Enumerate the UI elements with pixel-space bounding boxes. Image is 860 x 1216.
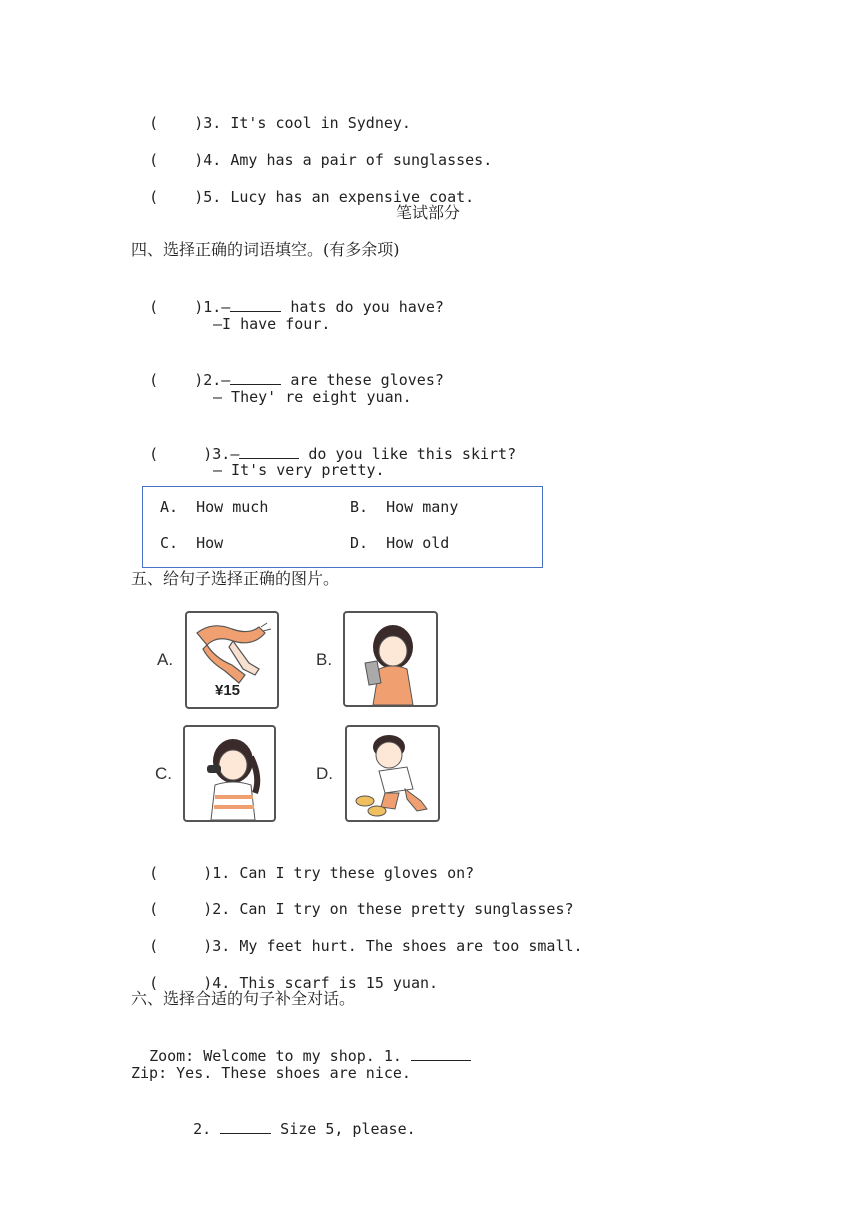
option-c: C. How: [160, 534, 224, 552]
dialogue-line-1: [131, 1026, 471, 1066]
girl-gloves-icon: [345, 613, 436, 705]
dialogue-line-2: Zip: Yes. These shoes are nice.: [131, 1064, 411, 1082]
section4-q3-answer: — It's very pretty.: [213, 461, 385, 479]
boy-shoes-icon: [347, 727, 438, 820]
picture-a-scarf: [185, 611, 279, 709]
question-text: are these gloves?: [281, 371, 444, 389]
question-text: 5. Lucy has an expensive coat.: [203, 188, 475, 206]
listening-q4: [131, 130, 492, 170]
section5-q3: [131, 916, 583, 956]
answer-paren: ( ): [149, 937, 213, 955]
section6-title: 六、选择合适的句子补全对话。: [131, 989, 356, 1008]
picture-b-gloves: [343, 611, 438, 707]
answer-paren: ( ): [149, 445, 213, 463]
dialogue-text: Zoom: Welcome to my shop. 1.: [149, 1047, 411, 1065]
question-text: 3. My feet hurt. The shoes are too small.: [212, 937, 583, 955]
answer-paren: ( ): [149, 974, 213, 992]
question-number: 3.—: [212, 445, 240, 463]
fill-blank[interactable]: [230, 370, 281, 385]
dialogue-line-3: [175, 1099, 416, 1139]
section4-q2: [131, 350, 444, 390]
section4-title: 四、选择正确的词语填空。(有多余项): [131, 240, 400, 259]
picture-c-label: C.: [155, 764, 172, 783]
written-section-title: 笔试部分: [396, 203, 461, 222]
dialogue-number: 2.: [193, 1120, 221, 1138]
section4-q2-answer: — They' re eight yuan.: [213, 388, 412, 406]
listening-q3: [131, 93, 411, 133]
fill-blank[interactable]: [239, 444, 299, 459]
fill-blank[interactable]: [230, 297, 281, 312]
option-a: A. How much: [160, 498, 269, 516]
picture-a-label: A.: [157, 650, 174, 669]
fill-blank[interactable]: [411, 1046, 471, 1061]
answer-paren: ( ): [149, 900, 213, 918]
picture-d-label: D.: [316, 764, 333, 783]
answer-paren: ( ): [149, 371, 204, 389]
section4-q1-answer: —I have four.: [213, 315, 331, 333]
picture-c-sunglasses: [183, 725, 276, 822]
section5-q1: [131, 843, 474, 883]
section4-q1: [131, 277, 444, 317]
dialogue-text: Size 5, please.: [271, 1120, 416, 1138]
answer-paren: ( ): [149, 151, 204, 169]
girl-sunglasses-icon: [185, 727, 274, 820]
section4-q3: [131, 424, 516, 464]
picture-d-shoes: [345, 725, 440, 822]
question-text: 4. This scarf is 15 yuan.: [212, 974, 439, 992]
answer-paren: ( ): [149, 114, 204, 132]
answer-paren: ( ): [149, 298, 204, 316]
question-text: 3. It's cool in Sydney.: [203, 114, 411, 132]
question-text: do you like this skirt?: [299, 445, 517, 463]
section5-q2: [131, 879, 574, 919]
question-text: hats do you have?: [281, 298, 444, 316]
option-b: B. How many: [350, 498, 459, 516]
question-number: 1.—: [203, 298, 231, 316]
question-text: 2. Can I try on these pretty sunglasses?: [212, 900, 574, 918]
section5-title: 五、给句子选择正确的图片。: [131, 569, 340, 588]
question-text: 4. Amy has a pair of sunglasses.: [203, 151, 493, 169]
listening-q5: [131, 167, 474, 207]
fill-blank[interactable]: [220, 1119, 271, 1134]
section5-q4: [131, 953, 438, 993]
answer-paren: ( ): [149, 864, 213, 882]
scarf-price: ¥15: [215, 682, 241, 699]
question-text: 1. Can I try these gloves on?: [212, 864, 475, 882]
answer-paren: ( ): [149, 188, 204, 206]
picture-b-label: B.: [316, 650, 333, 669]
option-d: D. How old: [350, 534, 450, 552]
question-number: 2.—: [203, 371, 231, 389]
